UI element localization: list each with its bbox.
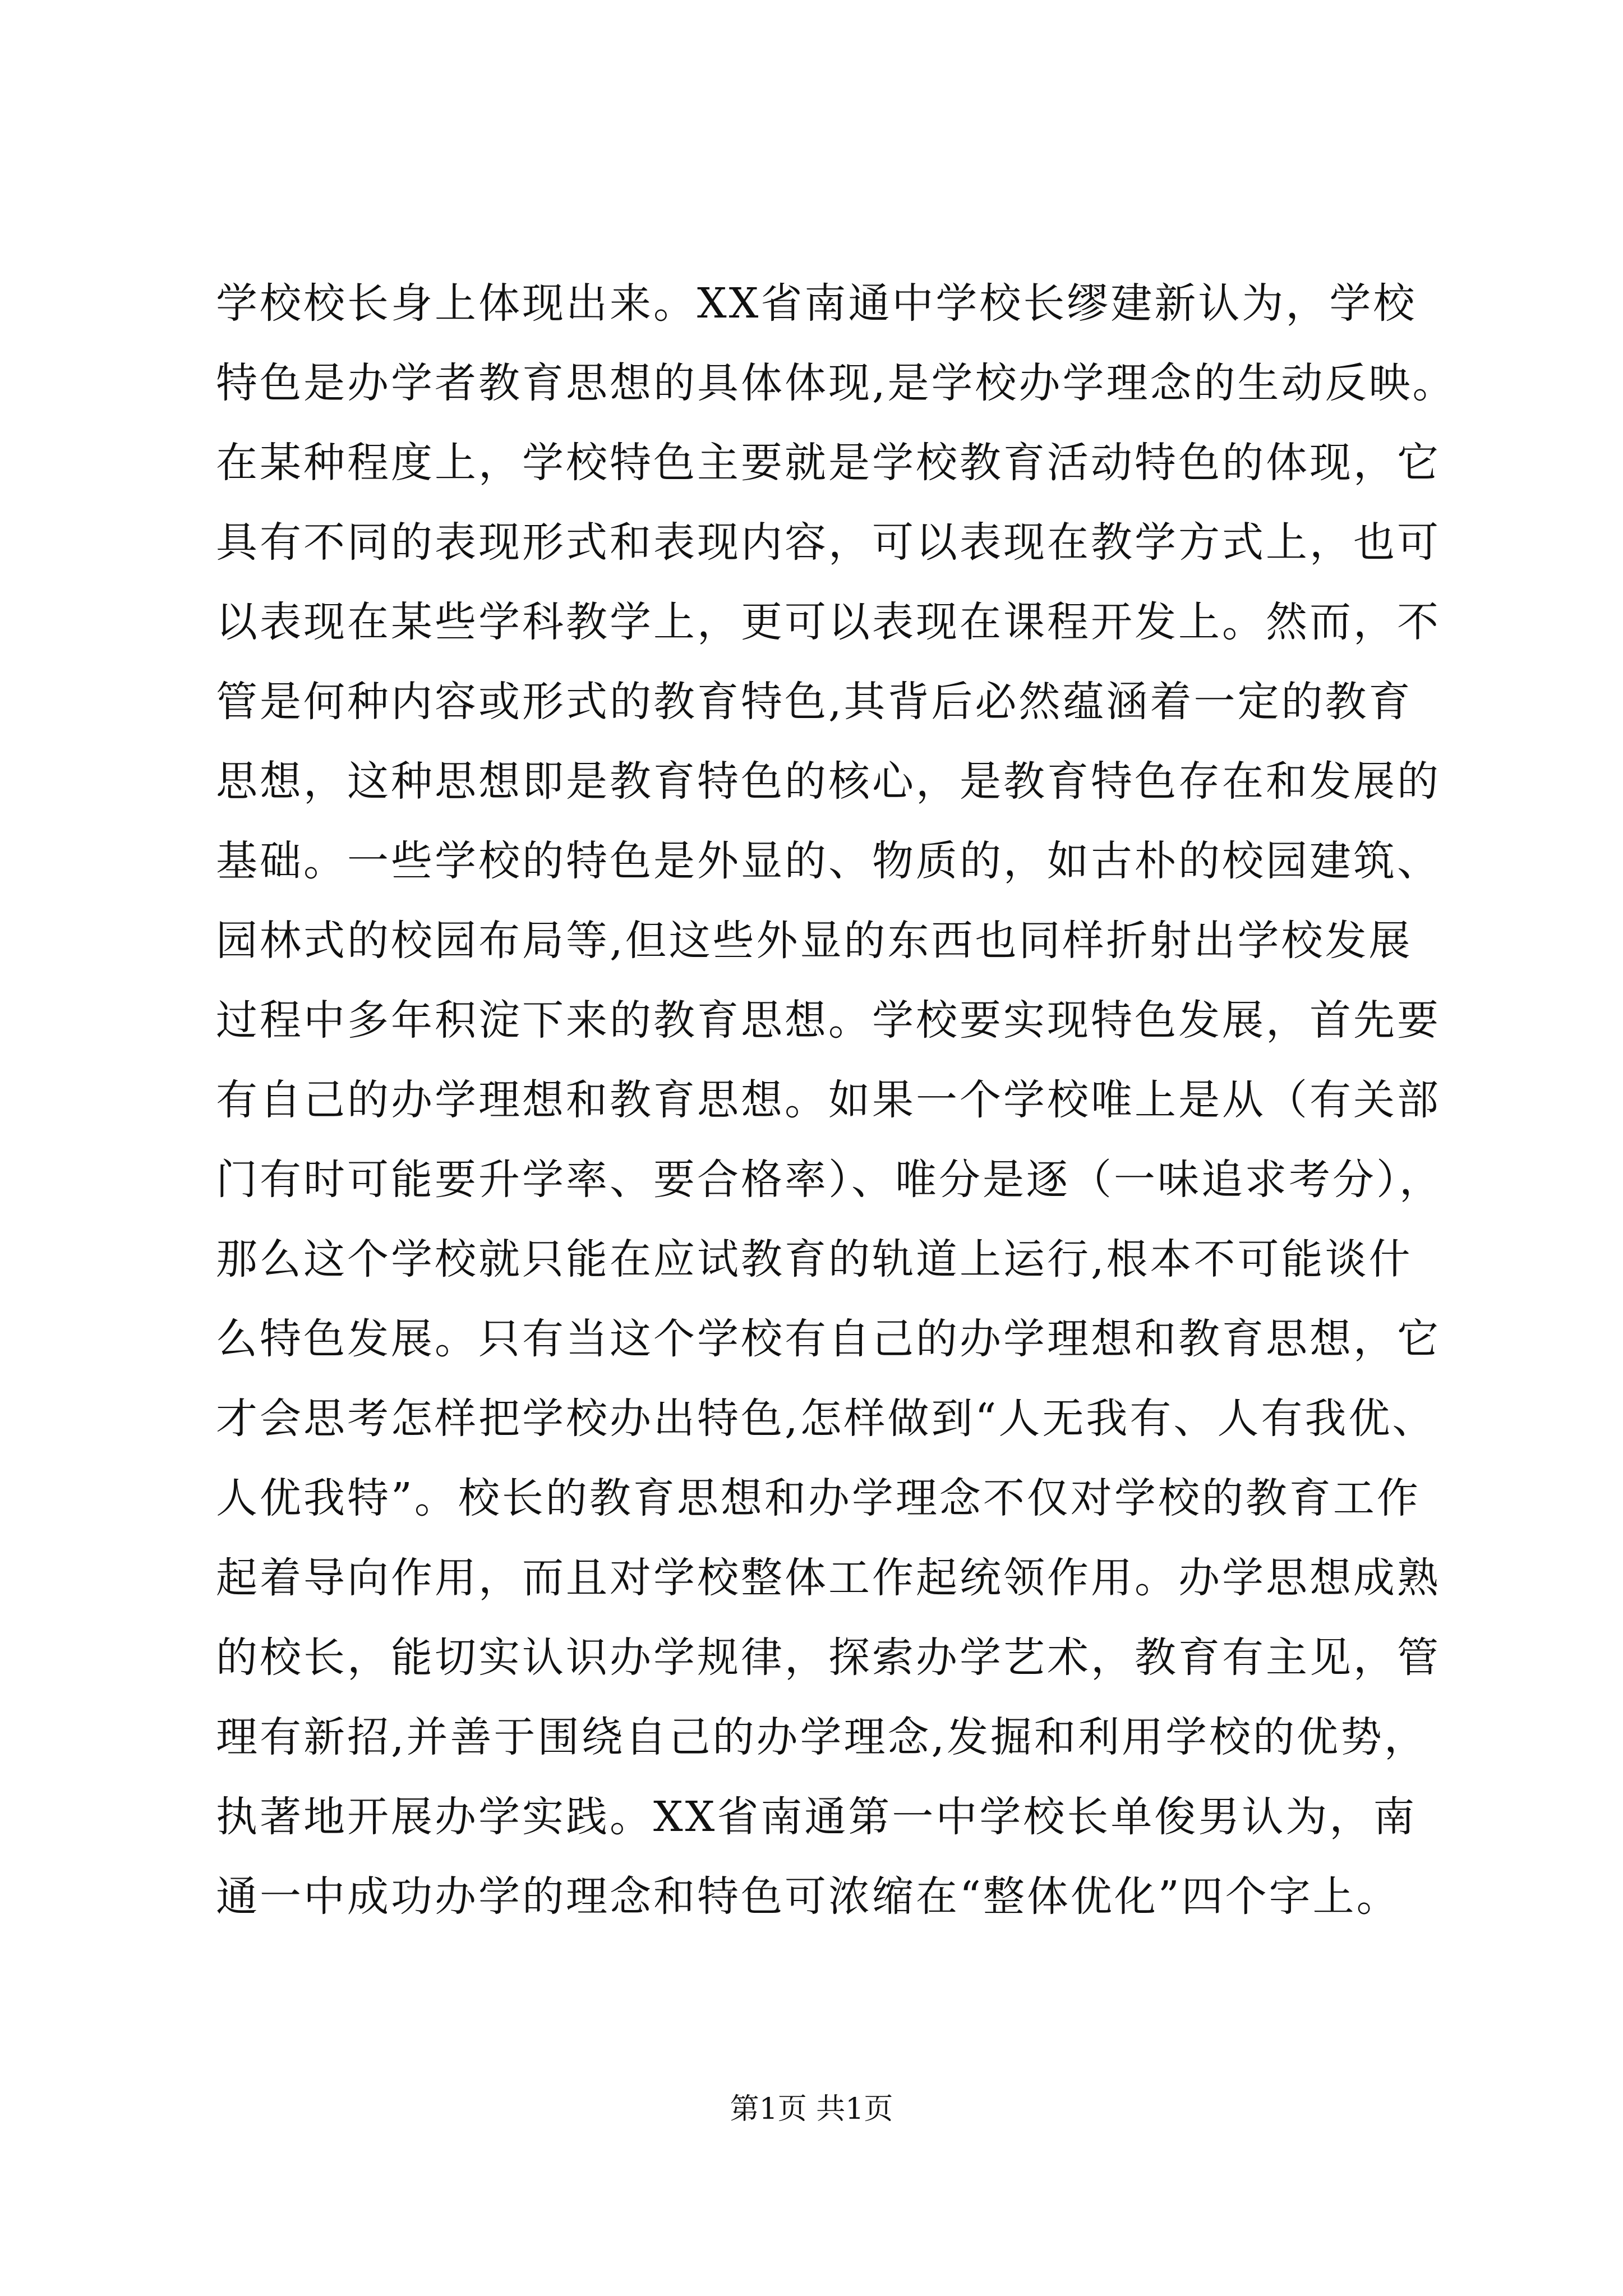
- text-line: 起着导向作用，而且对学校整体工作起统领作用。办学思想成熟: [216, 1554, 1441, 1602]
- text-line: 执著地开展办学实践。XX省南通第一中学校长单俊男认为，南: [216, 1793, 1417, 1841]
- text-line: 通一中成功办学的理念和特色可浓缩在“整体优化”四个字上。: [216, 1872, 1400, 1921]
- text-line: 在某种程度上，学校特色主要就是学校教育活动特色的体现，它: [216, 439, 1441, 487]
- text-line: 园林式的校园布局等,但这些外显的东西也同样折射出学校发展: [216, 917, 1413, 965]
- text-line: 具有不同的表现形式和表现内容，可以表现在教学方式上，也可: [216, 518, 1441, 567]
- text-line: 特色是办学者教育思想的具体体现,是学校办学理念的生动反映。: [216, 359, 1456, 407]
- text-line: 么特色发展。只有当这个学校有自己的办学理想和教育思想，它: [216, 1315, 1441, 1363]
- body-text: [216, 264, 1472, 1936]
- text-line: 门有时可能要升学率、要合格率）、唯分是逐（一味追求考分），: [216, 1156, 1443, 1204]
- text-line: 学校校长身上体现出来。XX省南通中学校长缪建新认为，学校: [216, 279, 1417, 328]
- text-line: 那么这个学校就只能在应试教育的轨道上运行,根本不可能谈什: [216, 1235, 1413, 1283]
- text-line: 的校长，能切实认识办学规律，探索办学艺术，教育有主见，管: [216, 1634, 1441, 1682]
- text-line: 人优我特”。校长的教育思想和办学理念不仅对学校的教育工作: [216, 1474, 1421, 1522]
- text-line: 有自己的办学理想和教育思想。如果一个学校唯上是从（有关部: [216, 1076, 1441, 1124]
- text-line: 过程中多年积淀下来的教育思想。学校要实现特色发展，首先要: [216, 996, 1441, 1045]
- text-line: 管是何种内容或形式的教育特色,其背后必然蕴涵着一定的教育: [216, 678, 1413, 726]
- text-line: 才会思考怎样把学校办出特色,怎样做到“人无我有、人有我优、: [216, 1395, 1436, 1443]
- page-footer: 第1页 共1页: [730, 2092, 893, 2126]
- text-line: 以表现在某些学科教学上，更可以表现在课程开发上。然而，不: [216, 598, 1441, 646]
- text-line: 理有新招,并善于围绕自己的办学理念,发掘和利用学校的优势，: [216, 1713, 1428, 1761]
- text-line: 思想，这种思想即是教育特色的核心，是教育特色存在和发展的: [216, 757, 1441, 806]
- text-line: 基础。一些学校的特色是外显的、物质的，如古朴的校园建筑、: [216, 837, 1441, 885]
